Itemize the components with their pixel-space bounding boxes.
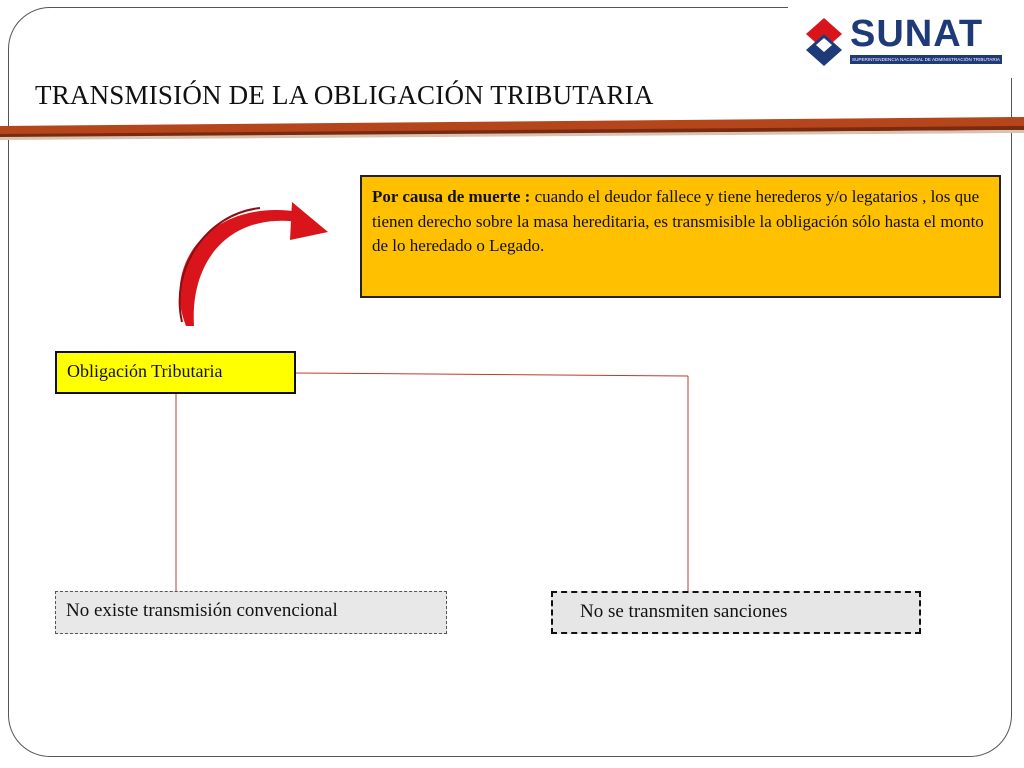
logo-subtitle: SUPERINTENDENCIA NACIONAL DE ADMINISTRACIÓN TRIBUTARIA	[850, 55, 1002, 64]
death-transmission-box	[360, 175, 1001, 298]
curved-arrow-icon	[180, 202, 328, 326]
connector-root-right	[296, 373, 688, 376]
death-box-label: Por causa de muerte :	[372, 187, 531, 206]
page-title: TRANSMISIÓN DE LA OBLIGACIÓN TRIBUTARIA	[35, 80, 654, 110]
right-node-box: No se transmiten sanciones	[551, 591, 921, 634]
death-box-text: cuando el deudor fallece y tiene herederos y/o legatarios , los que tienen derecho sobre la masa hereditaria, es transmisible la obligación sólo hasta el monto de lo heredado o Legado.	[372, 187, 984, 255]
left-node-box: No existe transmisión convencional	[55, 591, 447, 634]
root-node-box: Obligación Tributaria	[55, 351, 296, 394]
logo-wordmark: SUNAT	[850, 13, 984, 55]
